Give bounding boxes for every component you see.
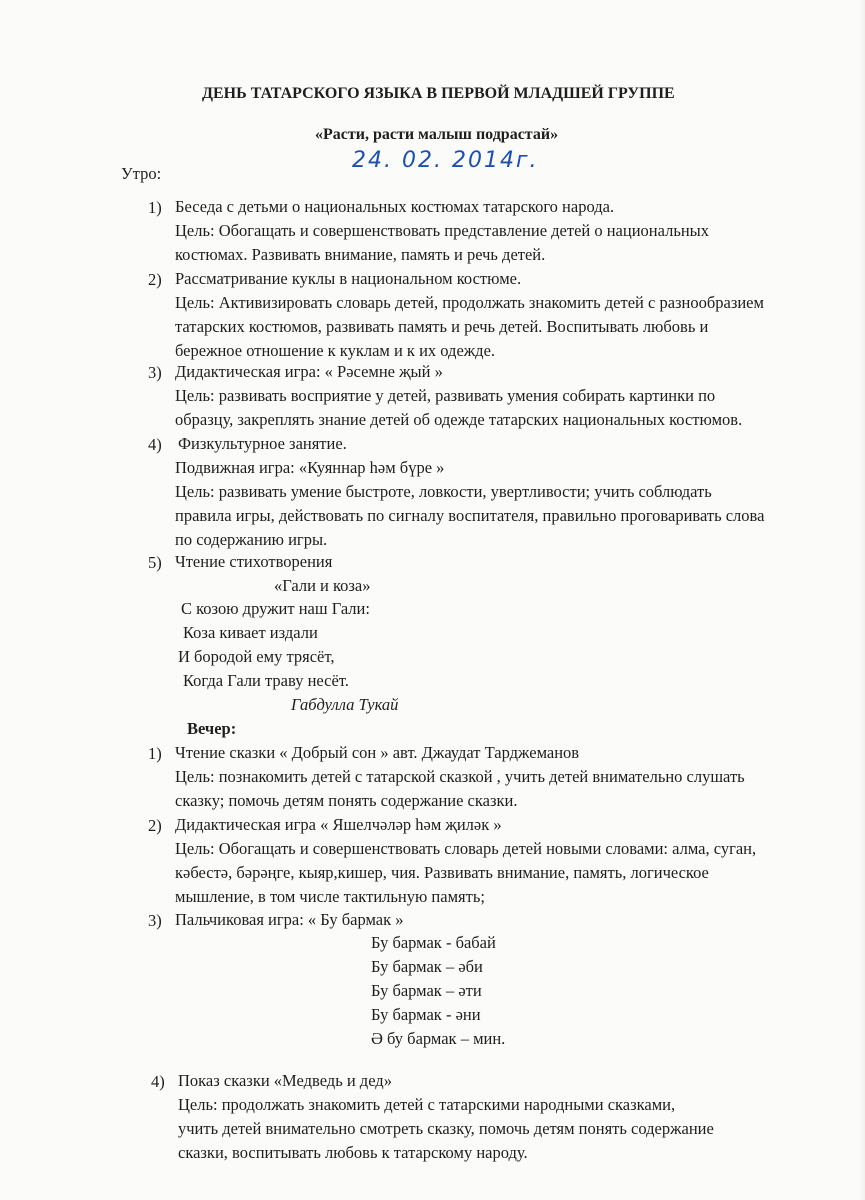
evening-item-4-line-2: Цель: продолжать знакомить детей с татарскими народными сказками, bbox=[178, 1095, 676, 1114]
evening-item-3-number: 3) bbox=[148, 911, 162, 930]
evening-item-4-number: 4) bbox=[151, 1072, 165, 1091]
poem-line-4: Когда Гали траву несёт. bbox=[183, 671, 349, 690]
morning-item-5-number: 5) bbox=[148, 553, 162, 572]
morning-item-3-line-1: Дидактическая игра: « Рәсемне җый » bbox=[175, 362, 443, 381]
evening-label: Вечер: bbox=[187, 719, 237, 738]
morning-item-4-line-1: Физкультурное занятие. bbox=[178, 434, 347, 453]
evening-item-3-line-1: Пальчиковая игра: « Бу бармак » bbox=[175, 910, 404, 929]
evening-item-1-line-1: Чтение сказки « Добрый сон » авт. Джаудат Тарджеманов bbox=[175, 743, 580, 762]
page-edge-shadow bbox=[859, 0, 865, 1200]
morning-item-2-line-3: татарских костюмов, развивать память и речь детей. Воспитывать любовь и bbox=[175, 317, 709, 336]
evening-item-1-line-2: Цель: познакомить детей с татарской сказкой , учить детей внимательно слушать bbox=[175, 767, 745, 786]
poem-line-2: Коза кивает издали bbox=[183, 623, 318, 642]
document-title: ДЕНЬ ТАТАРСКОГО ЯЗЫКА В ПЕРВОЙ МЛАДШЕЙ ГРУППЕ bbox=[202, 85, 675, 102]
evening-item-1-line-3: сказку; помочь детям понять содержание сказки. bbox=[175, 791, 518, 810]
morning-item-1-number: 1) bbox=[148, 198, 162, 217]
morning-item-2-number: 2) bbox=[148, 270, 162, 289]
morning-item-4-line-4: правила игры, действовать по сигналу воспитателя, правильно проговаривать слова bbox=[175, 506, 765, 525]
morning-item-1-line-3: костюмах. Развивать внимание, память и речь детей. bbox=[175, 245, 546, 264]
poem-line-1: С козою дружит наш Гали: bbox=[181, 599, 370, 618]
evening-item-1-number: 1) bbox=[148, 744, 162, 763]
morning-item-3-line-2: Цель: развивать восприятие у детей, развивать умения собирать картинки по bbox=[175, 386, 716, 405]
morning-item-4-line-2: Подвижная игра: «Куяннар һәм бүре » bbox=[175, 458, 445, 477]
poem-title: «Гали и коза» bbox=[274, 576, 371, 595]
morning-item-2-line-2: Цель: Активизировать словарь детей, продолжать знакомить детей с разнообразием bbox=[175, 293, 764, 312]
finger-rhyme-line-4: Бу бармак - әни bbox=[371, 1005, 481, 1024]
poem-line-3: И бородой ему трясёт, bbox=[178, 647, 335, 666]
morning-item-4-line-3: Цель: развивать умение быстроте, ловкости, увертливости; учить соблюдать bbox=[175, 482, 712, 501]
morning-item-3-number: 3) bbox=[148, 363, 162, 382]
evening-item-4-line-3: учить детей внимательно смотреть сказку, помочь детям понять содержание bbox=[178, 1119, 714, 1138]
finger-rhyme-line-3: Бу бармак – әти bbox=[371, 981, 482, 1000]
morning-item-4-line-5: по содержанию игры. bbox=[175, 530, 328, 549]
morning-item-1-line-1: Беседа с детьми о национальных костюмах татарского народа. bbox=[175, 197, 615, 216]
evening-item-2-number: 2) bbox=[148, 816, 162, 835]
finger-rhyme-line-5: Ә бу бармак – мин. bbox=[371, 1029, 506, 1048]
evening-item-2-line-1: Дидактическая игра « Яшелчәләр һәм җиләк » bbox=[175, 815, 502, 834]
morning-item-2-line-1: Рассматривание куклы в национальном костюме. bbox=[175, 269, 522, 288]
morning-label: Утро: bbox=[121, 164, 162, 183]
finger-rhyme-line-1: Бу бармак - бабай bbox=[371, 933, 496, 952]
morning-item-1-line-2: Цель: Обогащать и совершенствовать представление детей о национальных bbox=[175, 221, 710, 240]
evening-item-2-line-3: кәбестә, бәрәңге, кыяр,кишер, чия. Развивать внимание, память, логическое bbox=[175, 863, 709, 882]
evening-item-2-line-2: Цель: Обогащать и совершенствовать словарь детей новыми словами: алма, суган, bbox=[175, 839, 757, 858]
morning-item-4-number: 4) bbox=[148, 435, 162, 454]
document-subtitle: «Расти, расти малыш подрастай» bbox=[315, 126, 559, 143]
morning-item-2-line-4: бережное отношение к куклам и к их одежде. bbox=[175, 341, 496, 360]
evening-item-2-line-4: мышление, в том числе тактильную память; bbox=[175, 887, 485, 906]
evening-item-4-line-1: Показ сказки «Медведь и дед» bbox=[178, 1071, 392, 1090]
handwritten-date: 24. 02. 2014г. bbox=[352, 148, 539, 173]
morning-item-3-line-3: образцу, закреплять знание детей об одежде татарских национальных костюмов. bbox=[175, 410, 743, 429]
evening-item-4-line-4: сказки, воспитывать любовь к татарскому народу. bbox=[178, 1143, 528, 1162]
morning-item-5-line-1: Чтение стихотворения bbox=[175, 552, 333, 571]
poem-author: Габдулла Тукай bbox=[291, 695, 399, 714]
finger-rhyme-line-2: Бу бармак – әби bbox=[371, 957, 483, 976]
